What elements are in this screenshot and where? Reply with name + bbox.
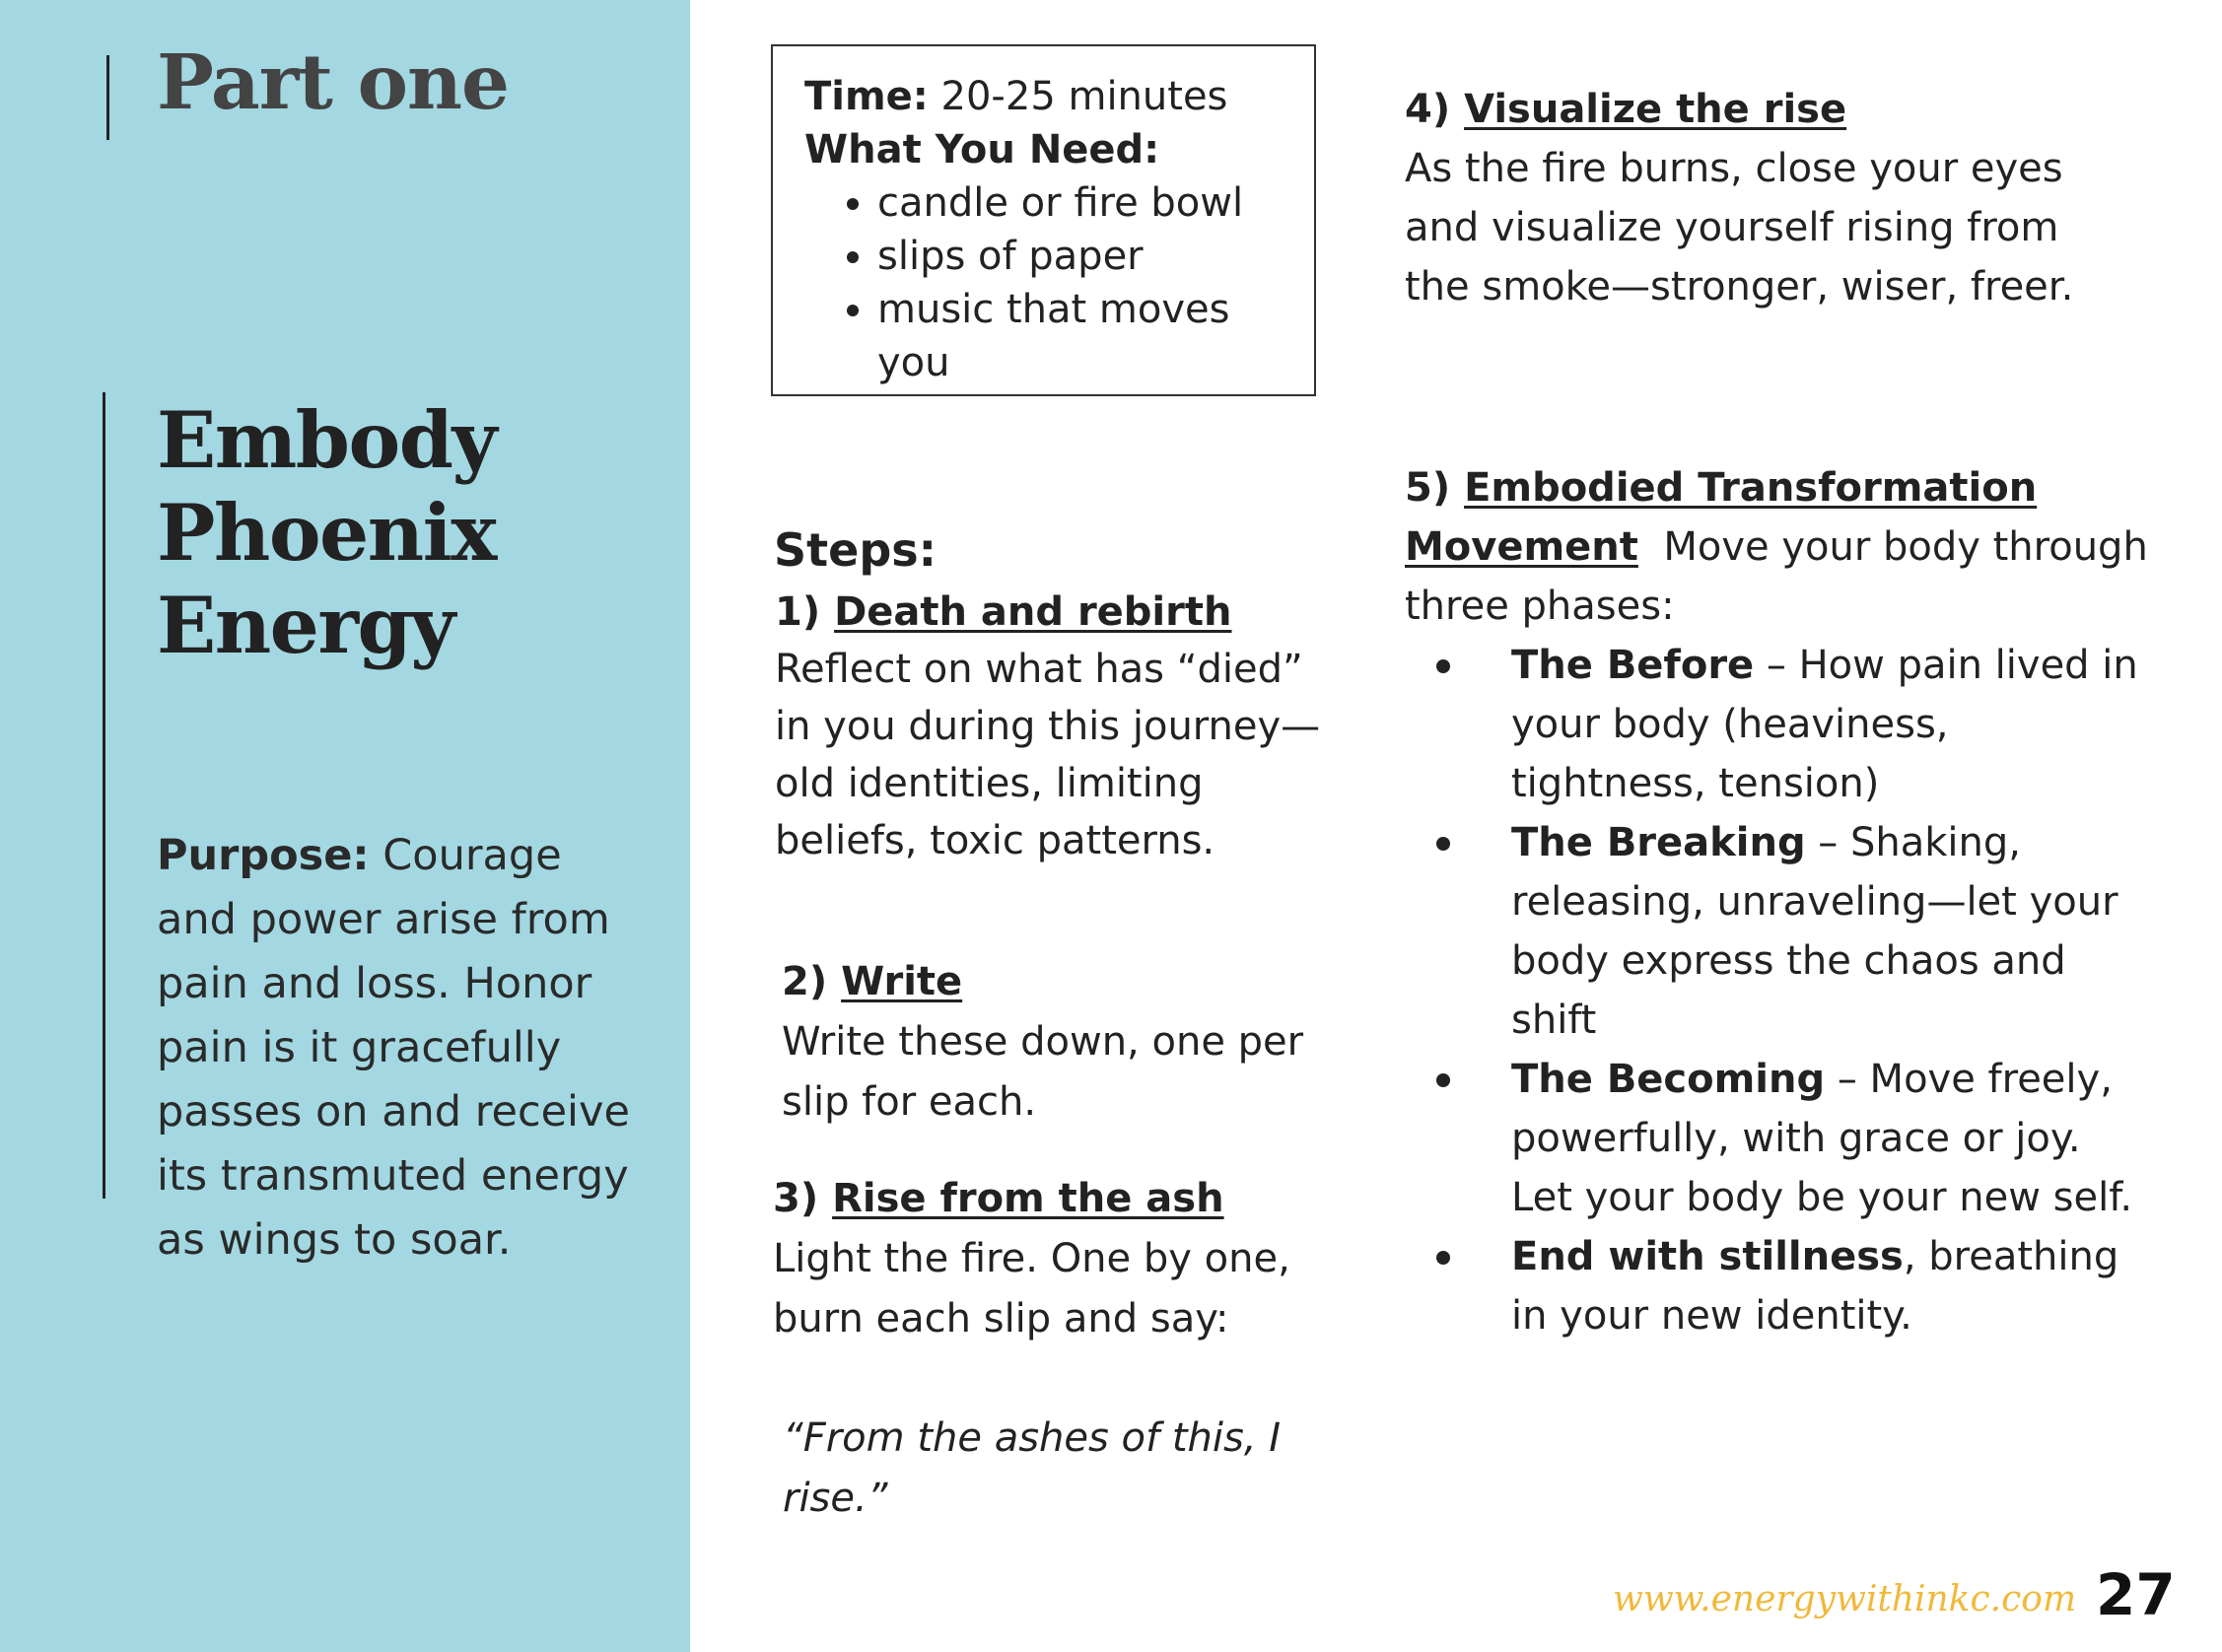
need-label: What You Need:: [804, 127, 1160, 172]
list-item: • music that moves you: [877, 283, 1314, 389]
step-1-title: Death and rebirth: [834, 589, 1232, 635]
step-5: [1405, 458, 2154, 1345]
purpose-label: Purpose:: [157, 831, 370, 880]
phase-label: The Before: [1511, 643, 1755, 688]
step-5-number: 5): [1405, 465, 1451, 511]
step-2-text: Write these down, one per slip for each.: [782, 1019, 1304, 1125]
time-label: Time:: [804, 74, 929, 119]
time-line: [804, 70, 1314, 123]
step-4-text: As the fire burns, close your eyes and visualize yourself rising from the smoke—stronger, wiser, freer.: [1405, 146, 2074, 310]
step-1: [775, 584, 1327, 869]
requirements-box: [771, 44, 1316, 396]
list-item: • candle or fire bowl: [877, 176, 1314, 230]
title-section-rule: [103, 392, 105, 1199]
step-2-number: 2): [782, 959, 828, 1004]
step-3-title: Rise from the ash: [832, 1176, 1224, 1221]
phase-label: The Breaking: [1511, 820, 1806, 865]
step-4-heading: [1405, 80, 2095, 139]
website-link[interactable]: www.energywithinkc.com: [1613, 1579, 2077, 1619]
step-2-title: Write: [841, 959, 963, 1004]
step-1-number: 1): [775, 589, 821, 635]
part-title: Part one: [157, 38, 509, 127]
list-item: • slips of paper: [877, 230, 1314, 283]
phase-item-stillness: [1436, 1227, 2154, 1345]
part-title-rule: [106, 55, 109, 140]
phases-list: [1436, 636, 2154, 1345]
steps-heading: Steps:: [774, 523, 937, 577]
phase-item-before: [1436, 636, 2154, 813]
page-title: [157, 394, 496, 672]
page-title-line-1: Embody: [157, 394, 496, 486]
step-1-heading: [775, 584, 1327, 641]
phase-item-becoming: [1436, 1050, 2154, 1227]
need-label-line: [804, 123, 1314, 176]
step-3: [773, 1169, 1310, 1529]
purpose-paragraph: [157, 824, 650, 1273]
step-5-title-part1: Embodied Transformation: [1464, 465, 2038, 511]
step-5-title-part2: Movement: [1405, 524, 1638, 570]
phase-text: – How pain lived in your body (heaviness, tightness, tension): [1511, 643, 2138, 806]
phase-label: End with stillness: [1511, 1234, 1904, 1279]
needs-list: [804, 176, 1314, 389]
step-2-heading: [782, 952, 1314, 1012]
step-5-heading: [1405, 458, 2154, 636]
sidebar-panel: [0, 0, 690, 1652]
step-3-text: Light the fire. One by one, burn each slip and say:: [773, 1236, 1290, 1342]
step-3-quote: “From the ashes of this, I rise.”: [783, 1415, 1282, 1521]
step-2: [782, 952, 1314, 1133]
page-title-line-3: Energy: [157, 580, 454, 671]
step-1-text: Reflect on what has “died” in you during this journey—old identities, limiting beliefs, toxic patterns.: [775, 647, 1321, 863]
step-4-number: 4): [1405, 87, 1451, 132]
phase-item-breaking: [1436, 813, 2154, 1050]
step-5-text: Move your body through three phases:: [1405, 524, 2148, 629]
step-3-heading: [773, 1169, 1310, 1229]
step-3-number: 3): [773, 1176, 819, 1221]
purpose-text: Courage and power arise from pain and loss. Honor pain is it gracefully passes on and receive its transmuted energy as wings to soar.: [157, 831, 630, 1265]
page-title-line-2: Phoenix: [157, 487, 496, 579]
phase-text: , breathing in your new identity.: [1511, 1234, 2119, 1339]
step-4: [1405, 80, 2095, 316]
time-value: 20-25 minutes: [940, 74, 1228, 119]
phase-text: – Move freely, powerfully, with grace or joy. Let your body be your new self.: [1511, 1057, 2133, 1220]
phase-text: – Shaking, releasing, unraveling—let your body express the chaos and shift: [1511, 820, 2118, 1043]
phase-label: The Becoming: [1511, 1057, 1826, 1102]
page-number: 27: [2096, 1561, 2176, 1628]
step-4-title: Visualize the rise: [1464, 87, 1847, 132]
